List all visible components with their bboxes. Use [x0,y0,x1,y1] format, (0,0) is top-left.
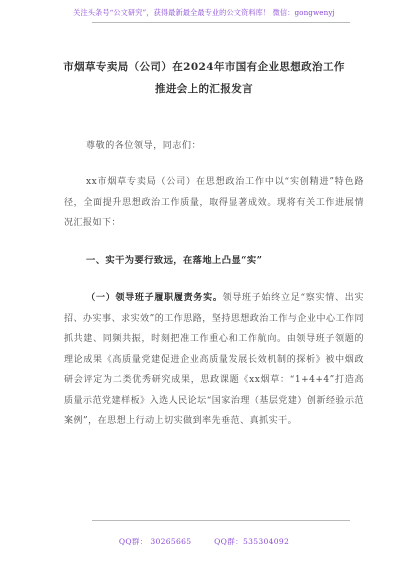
footer-text [0,536,408,547]
footer-divider [92,520,350,521]
footer-qq-group-2: QQ群：535304092 [214,537,290,546]
paragraph-lead: （一）领导班子履职履责务实。 [86,293,223,303]
paragraph-body: 领导班子始终立足“察实情、出实招、办实事、求实效”的工作思路，坚持思想政治工作与企业中心工作同抓共建、同频共振，时刻把准工作重心和工作航向。由领导班子领题的理论成果《高质量党建促进企业高质量发展长效机制的探析》被中烟政研会评定为二类优秀研究成果，思政课题《xx烟草：“1+4+4”打造高质量示范党建样板》入选人民论坛“国家治理（基层党建）创新经验示范案例”，在思想上行动上切实做到率先垂范、真抓实干。 [64,293,364,426]
footer-qq-group-1: QQ群： 30265665 [118,537,192,546]
salutation: 尊敬的各位领导，同志们： [86,141,202,151]
header-divider [92,22,350,23]
intro-text: xx市烟草专卖局（公司）在思想政治工作中以“实创精进”特色路径，全面提升思想政治工作质量，取得显著成效。现将有关工作进展情况汇报如下： [64,177,364,228]
intro-paragraph [64,172,364,234]
document-title [0,56,408,100]
section-heading-1: 一、实干为要行致远，在落地上凸显“实” [86,255,263,266]
title-line-1: 市烟草专卖局（公司）在2024年市国有企业思想政治工作 [63,61,345,73]
section-1-paragraph [64,288,364,432]
title-line-2: 推进会上的汇报发言 [154,83,254,95]
top-banner-text: 关注头条号“公文研究”，获得最新最全最专业的公文资料库！ 微信：gongwenyj [73,8,335,17]
